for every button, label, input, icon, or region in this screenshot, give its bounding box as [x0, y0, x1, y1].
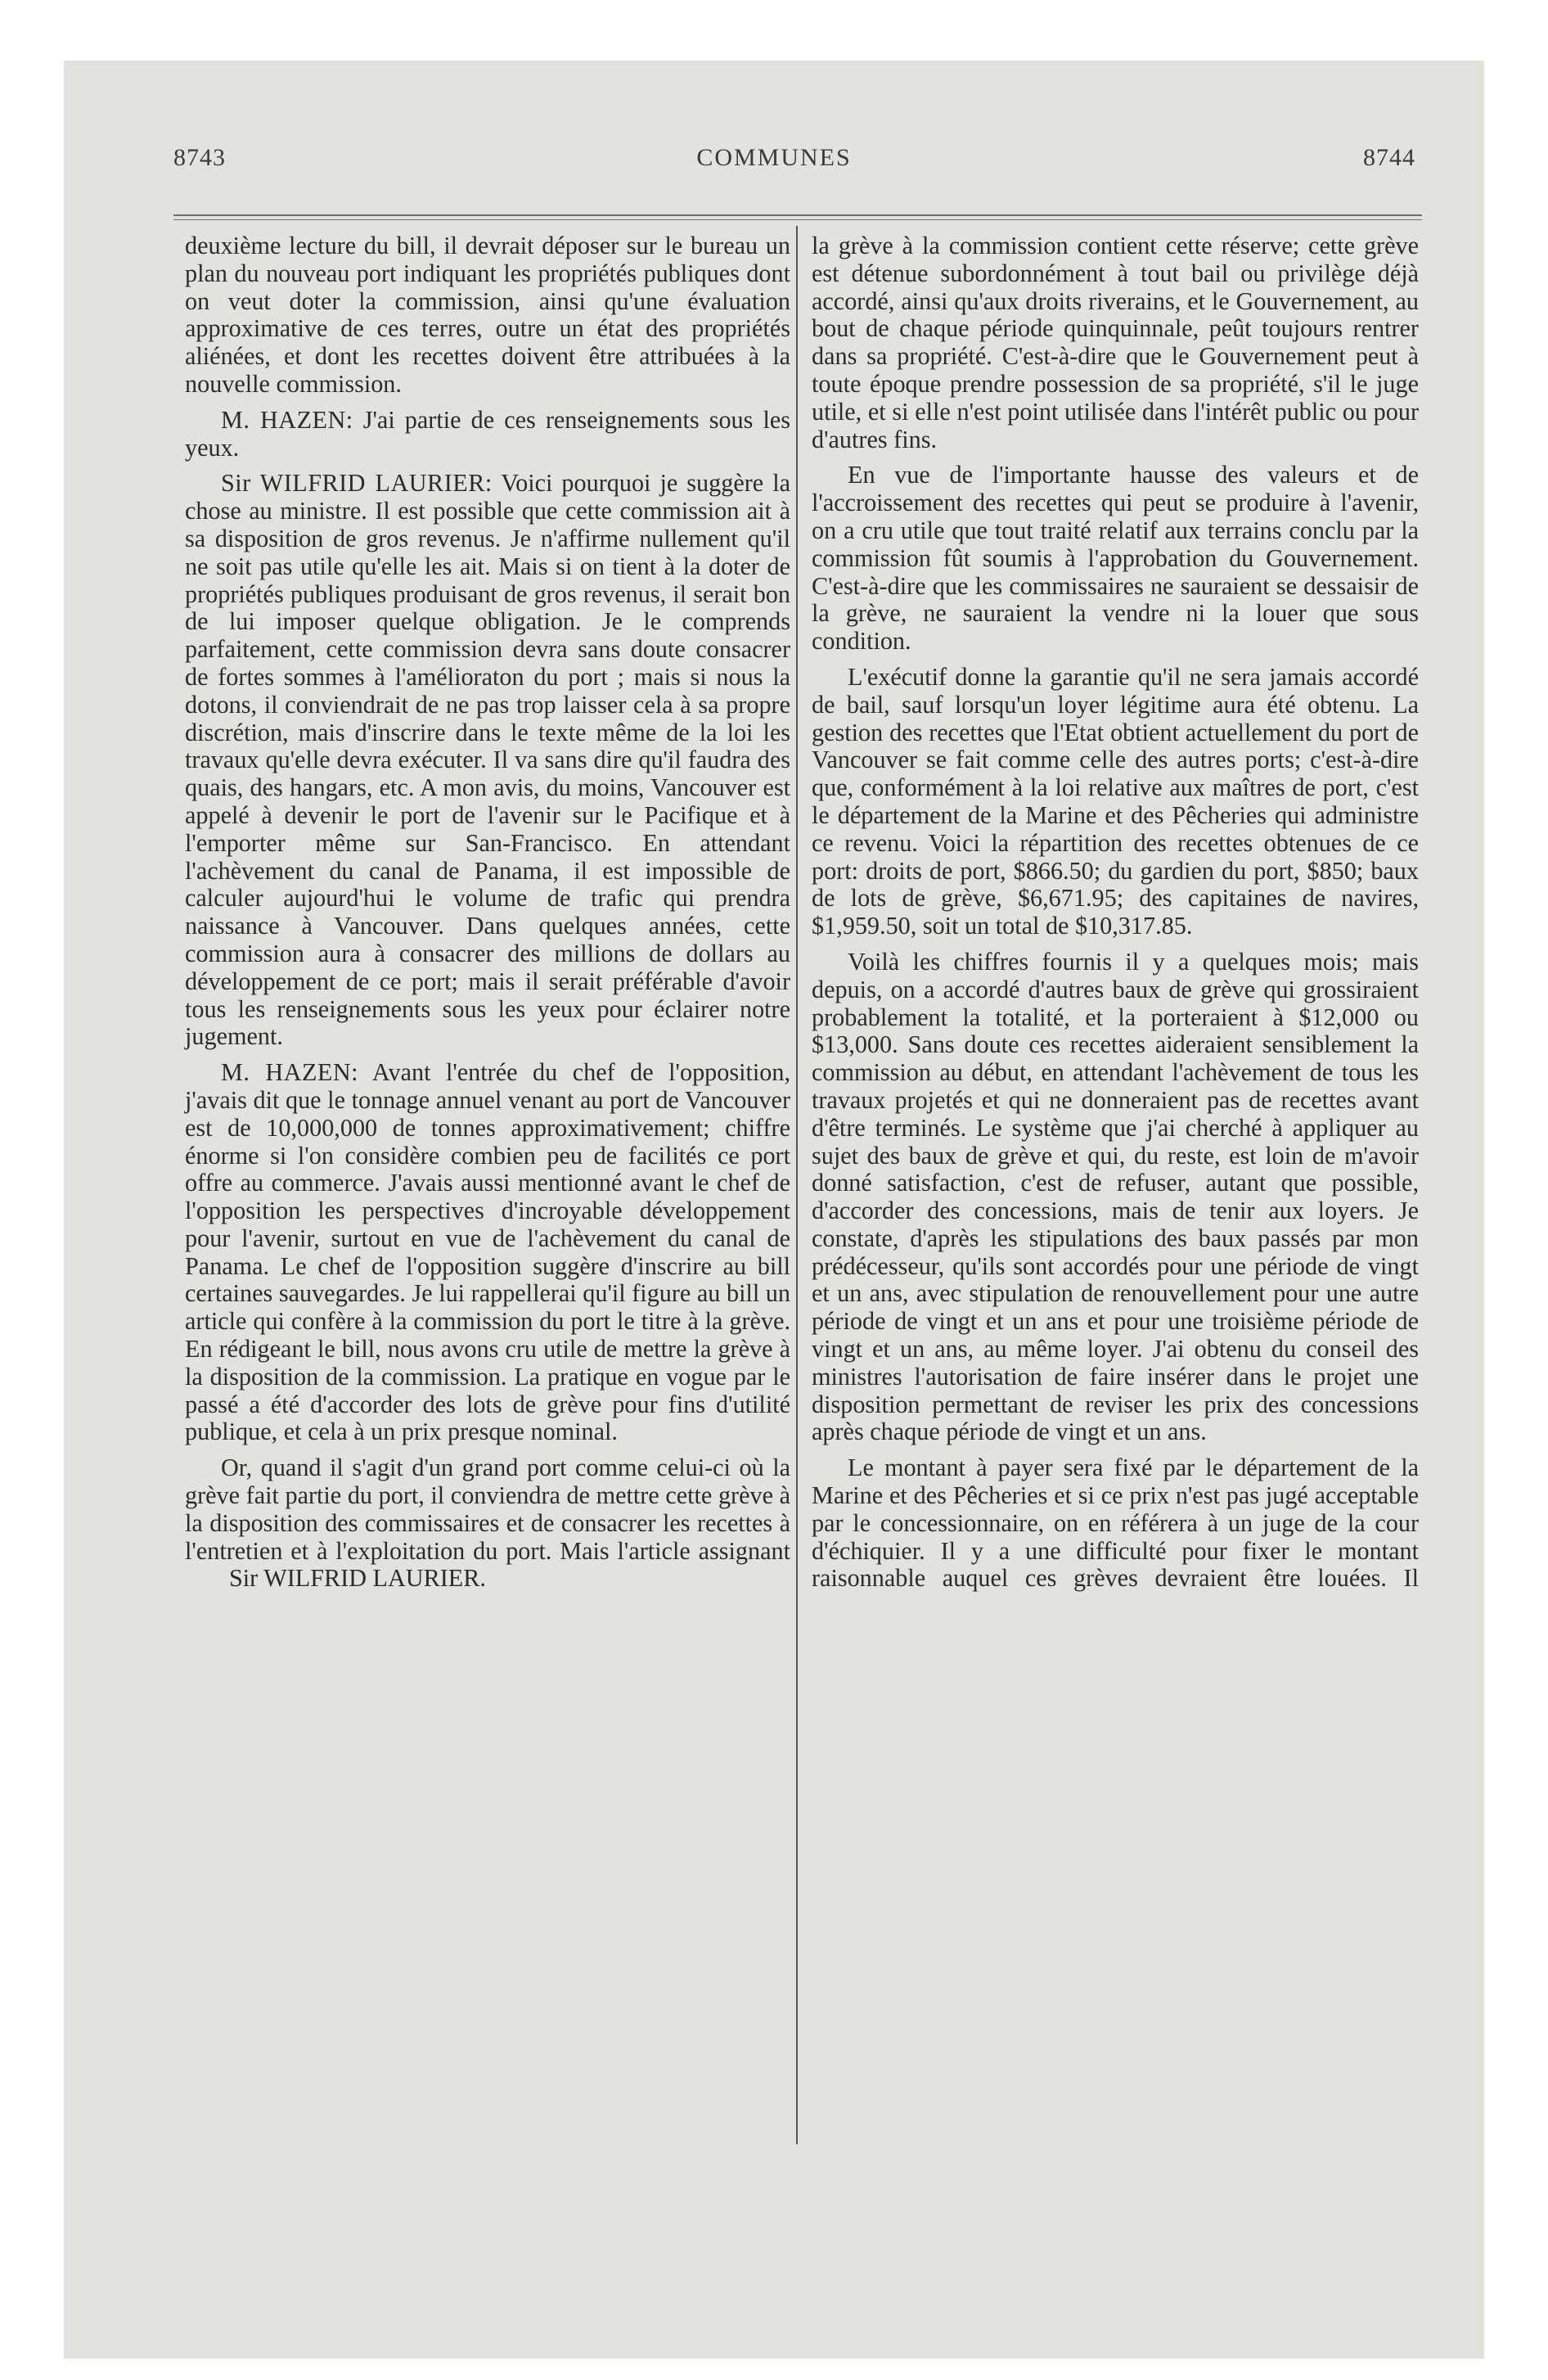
left-page-number: 8743	[173, 144, 226, 171]
header-rule-thin	[173, 219, 1422, 220]
right-paragraph-5: Le montant à payer sera fixé par le département de la Marine et des Pêcheries et si ce prix n'est pas jugé acceptable par le concessionnaire, on en référera à un juge de la cour d'échiquier. Il y a une difficulté pour fixer le montant raisonnable auquel ces grèves devraient être louées. Il	[812, 1454, 1419, 1593]
right-paragraph-2: En vue de l'importante hausse des valeurs et de l'accroissement des recettes qui peut se produire à l'avenir, on a cru utile que tout traité relatif aux terrains conclu par la commission fût soumis à l'approbation du Gouvernement. C'est-à-dire que les commissaires ne sauraient se dessaisir de la grève, ne sauraient la vendre ni la louer que sous condition.	[812, 461, 1419, 656]
left-paragraph-3	[185, 470, 790, 1051]
left-paragraph-1: deuxième lecture du bill, il devrait déposer sur le bureau un plan du nouveau port indiquant les propriétés publiques dont on veut doter la commission, ainsi qu'une évaluation approximative de ces terres, outre un état des propriétés aliénées, et dont les recettes doivent être attribuées à la nouvelle commission.	[185, 232, 790, 398]
right-column	[812, 232, 1419, 1593]
running-head-title: COMMUNES	[696, 144, 852, 171]
left-paragraph-5: Or, quand il s'agit d'un grand port comme celui-ci où la grève fait partie du port, il conviendra de mettre cette grève à la disposition des commissaires et de consacrer les recettes à l'entretien et à l'exploitation du port. Mais l'article assignant	[185, 1454, 790, 1565]
right-paragraph-3: L'exécutif donne la garantie qu'il ne sera jamais accordé de bail, sauf lorsqu'un loyer légitime aura été obtenu. La gestion des recettes que l'Etat obtient actuellement du port de Vancouver se fait comme celle des autres ports; c'est-à-dire que, conformément à la loi relative aux maîtres de port, c'est le département de la Marine et des Pêcheries qui administre ce revenu. Voici la répartition des recettes obtenues de ce port: droits de port, $866.50; du gardien du port, $850; baux de lots de grève, $6,671.95; des capitaines de navires, $1,959.50, soit un total de $10,317.85.	[812, 662, 1419, 940]
right-paragraph-1: la grève à la commission contient cette réserve; cette grève est détenue subordonnément à tout bail ou privilège déjà accordé, ainsi qu'aux droits riverains, et le Gouvernement, au bout de chaque période quinquinnale, peût toujours rentrer dans sa propriété. C'est-à-dire que le Gouvernement peut à toute époque prendre possession de sa propriété, s'il le juge utile, et si elle n'est point utilisée dans l'intérêt public ou pour d'autres fins.	[812, 232, 1419, 453]
left-paragraph-2	[185, 407, 790, 462]
speaker-name: M. HAZEN:	[221, 1058, 359, 1087]
left-paragraph-4	[185, 1059, 790, 1446]
speaker-name: Sir WILFRID LAURIER:	[221, 469, 493, 498]
speaker-name: M. HAZEN:	[221, 405, 353, 434]
speech-text: Voici pourquoi je suggère la chose au ministre. Il est possible que cette commission ait à sa disposition de gros revenus. Je n'affirme nullement qu'il ne soit pas utile qu'elle les ait. Mais si on tient à la doter de propriétés publiques produisant de gros revenus, il serait bon de lui imposer quelque obligation. Je le comprends parfaitement, cette commission devra sans doute consacrer de fortes sommes à l'amélioraton du port ; mais si nous la dotons, il conviendrait de ne pas trop laisser cela à sa propre discrétion, mais d'inscrire dans le texte même de la loi les travaux qu'elle devra exécuter. Il va sans dire qu'il faudra des quais, des hangars, etc. A mon avis, du moins, Vancouver est appelé à devenir le port de l'avenir sur le Pacifique et à l'emporter même sur San-Francisco. En attendant l'achèvement du canal de Panama, il est impossible de calculer aujourd'hui le volume de trafic qui prendra naissance à Vancouver. Dans quelques années, cette commission aura à consacrer des millions de dollars au développement de ce port; mais il serait préférable d'avoir tous les renseignements sous les yeux pour éclairer notre jugement.	[185, 469, 790, 1051]
left-column	[185, 232, 790, 1593]
speech-text: Avant l'entrée du chef de l'opposition, j'avais dit que le tonnage annuel venant au port de Vancouver est de 10,000,000 de tonnes approximativement; chiffre énorme si l'on considère combien peu de facilités ce port offre au commerce. J'avais aussi mentionné avant le chef de l'opposition les perspectives d'incroyable développement pour l'avenir, surtout en vue de l'achèvement du canal de Panama. Le chef de l'opposition suggère d'inscrire au bill certaines sauvegardes. Je lui rappellerai qu'il figure au bill un article qui confère à la commission du port le titre à la grève. En rédigeant le bill, nous avons cru utile de mettre la grève à la disposition de la commission. La pratique en vogue par le passé a été d'accorder des lots de grève pour fins d'utilité publique, et cela à un prix presque nominal.	[185, 1058, 791, 1446]
header-rule	[173, 214, 1422, 216]
column-footer-signature: Sir WILFRID LAURIER.	[229, 1564, 486, 1593]
right-paragraph-4: Voilà les chiffres fournis il y a quelques mois; mais depuis, on a accordé d'autres baux de grève qui grossiraient probablement la totalité, et la porteraient à $12,000 ou $13,000. Sans doute ces recettes aideraient sensiblement la commission au début, en attendant l'achèvement de tous les travaux projetés et qui ne donneraient pas de recettes avant d'être terminés. Le système que j'ai cherché à appliquer au sujet des baux de grève et qui, du reste, est loin de m'avoir donné satisfaction, c'est de refuser, autant que possible, d'accorder des concessions, mais de tenir aux loyers. Je constate, d'après les stipulations des baux passés par mon prédécesseur, qu'ils sont accordés pour une période de vingt et un ans, avec stipulation de renouvellement pour une autre période de vingt et un ans et pour une troisième période de vingt et un ans, au même loyer. J'ai obtenu du conseil des ministres l'autorisation de faire insérer dans le projet une disposition permettant de reviser les prix des concessions après chaque période de vingt et un ans.	[812, 947, 1419, 1446]
column-divider	[796, 226, 798, 2144]
right-page-number: 8744	[1363, 144, 1415, 171]
speech-text: J'ai partie de ces renseignements sous les yeux.	[185, 405, 791, 462]
